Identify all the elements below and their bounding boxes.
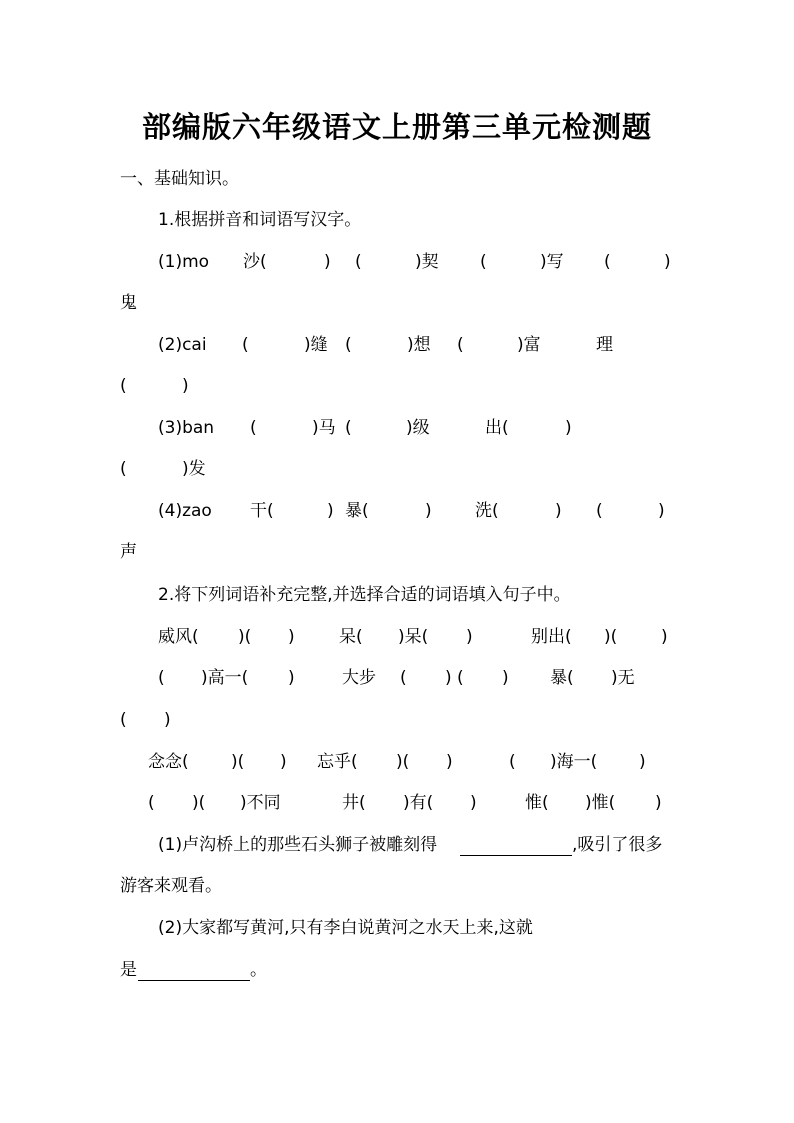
pinyin-label-cai: (2)cai [158, 335, 207, 355]
pinyin-label-mo: (1)mo [158, 252, 210, 272]
idiom-part: ( [509, 752, 516, 772]
idiom-part: )( [192, 793, 206, 813]
answer-blank [460, 855, 572, 856]
sentence-2-text: 。 [250, 960, 267, 980]
idiom-part: ) [639, 752, 646, 772]
idiom-part: )无 [611, 668, 635, 688]
sentence-2-text: 是 [120, 960, 137, 980]
fill-item: )级 [406, 418, 430, 438]
fill-item: 出( [485, 418, 509, 438]
fill-item: )发 [182, 459, 206, 479]
fill-item: ) [327, 501, 334, 521]
fill-item: ( [250, 418, 257, 438]
idiom-part: ( [120, 710, 127, 730]
sentence-1-text: ,吸引了很多 [572, 835, 663, 855]
idiom-part: )有( [403, 793, 434, 813]
idiom-part: ) [288, 627, 295, 647]
idiom-part: )不同 [240, 793, 281, 813]
idiom-part: ) [446, 752, 453, 772]
question-1-prompt: 1.根据拼音和词语写汉字。 [158, 210, 362, 230]
fill-item: 暴( [345, 501, 369, 521]
fill-item: )富 [517, 335, 541, 355]
idiom-part: 别出( [531, 627, 572, 647]
idiom-part: 大步 [342, 668, 376, 688]
sentence-1-text: (1)卢沟桥上的那些石头狮子被雕刻得 [158, 835, 438, 855]
fill-item: )契 [415, 252, 439, 272]
idiom-part: 威风( [158, 627, 199, 647]
idiom-part: 忘乎( [317, 752, 358, 772]
pinyin-label-ban: (3)ban [158, 418, 215, 438]
idiom-part: 念念( [148, 752, 189, 772]
fill-item: 沙( [243, 252, 267, 272]
fill-item: ( [345, 418, 352, 438]
idiom-part: ) [470, 793, 477, 813]
fill-item: ) [664, 252, 671, 272]
idiom-part: ( [400, 668, 407, 688]
fill-item: ( [480, 252, 487, 272]
idiom-part: )( [604, 627, 618, 647]
fill-item: ( [345, 335, 352, 355]
fill-item: 干( [250, 501, 274, 521]
sentence-1-text: 游客来观看。 [120, 876, 222, 896]
idiom-part: )海一( [550, 752, 598, 772]
sentence-2-text: (2)大家都写黄河,只有李白说黄河之水天上来,这就 [158, 918, 533, 938]
fill-item: ( [120, 459, 127, 479]
idiom-part: ( [457, 668, 464, 688]
idiom-part: ) [164, 710, 171, 730]
idiom-part: ( [158, 668, 165, 688]
idiom-part: ) [466, 627, 473, 647]
fill-item: ) [555, 501, 562, 521]
fill-item: ( [355, 252, 362, 272]
pinyin-label-zao: (4)zao [158, 501, 212, 521]
idiom-part: )惟( [585, 793, 616, 813]
idiom-part: 呆( [339, 627, 363, 647]
idiom-part: )呆( [398, 627, 429, 647]
fill-item: 声 [120, 542, 137, 562]
fill-item: )写 [540, 252, 564, 272]
idiom-part: )( [231, 752, 245, 772]
idiom-part: )高一( [201, 668, 249, 688]
fill-item: )马 [312, 418, 336, 438]
fill-item: ) [182, 376, 189, 396]
idiom-part: ) [661, 627, 668, 647]
idiom-part: ) [445, 668, 452, 688]
fill-item: ( [120, 376, 127, 396]
idiom-part: )( [396, 752, 410, 772]
idiom-part: 惟( [525, 793, 549, 813]
fill-item: ( [457, 335, 464, 355]
section-heading: 一、基础知识。 [120, 169, 239, 189]
idiom-part: ) [502, 668, 509, 688]
idiom-part: ) [655, 793, 662, 813]
idiom-part: 井( [342, 793, 366, 813]
fill-item: ) [658, 501, 665, 521]
idiom-part: ( [148, 793, 155, 813]
page-title: 部编版六年级语文上册第三单元检测题 [141, 110, 652, 144]
fill-item: )想 [407, 335, 431, 355]
fill-item: ) [425, 501, 432, 521]
idiom-part: ) [288, 668, 295, 688]
fill-item: ) [565, 418, 572, 438]
idiom-part: ) [280, 752, 287, 772]
fill-item: 理 [596, 335, 613, 355]
fill-item: 洗( [475, 501, 499, 521]
fill-item: 鬼 [120, 293, 137, 313]
fill-item: ) [324, 252, 331, 272]
question-2-prompt: 2.将下列词语补充完整,并选择合适的词语填入句子中。 [158, 585, 571, 605]
answer-blank [138, 980, 250, 981]
fill-item: )缝 [304, 335, 328, 355]
idiom-part: )( [238, 627, 252, 647]
idiom-part: 暴( [550, 668, 574, 688]
fill-item: ( [604, 252, 611, 272]
fill-item: ( [242, 335, 249, 355]
fill-item: ( [596, 501, 603, 521]
